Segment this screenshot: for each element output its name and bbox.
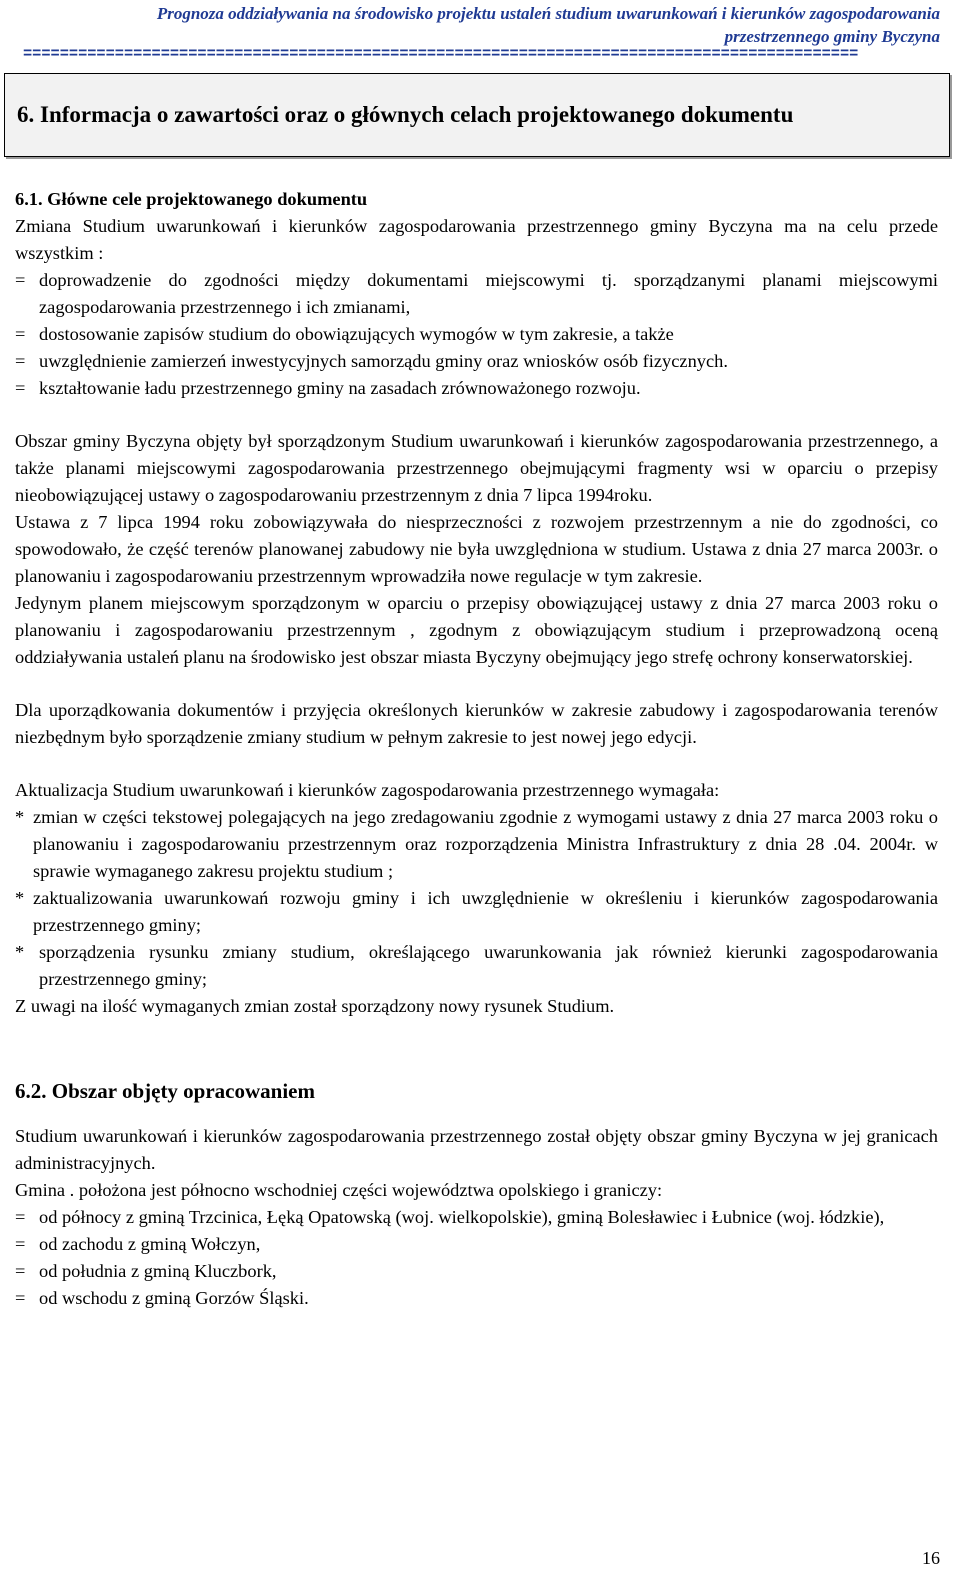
running-header-line2: przestrzennego gminy Byczyna <box>724 27 940 46</box>
header-rule: =========================================================================================== <box>23 45 859 63</box>
paragraph: Ustawa z 7 lipca 1994 roku zobowiązywała do niesprzeczności z rozwojem przestrzennym a nie do zgodności, co spowodowało, że część terenów planowanej zabudowy nie była uwzględniona w studium. Ustawa z dnia 27 marca 2003r. o planowaniu i zagospodarowaniu przestrzennym wprowadziła nowe regulacje w tym zakresie. <box>15 512 938 586</box>
paragraph: Aktualizacja Studium uwarunkowań i kierunków zagospodarowania przestrzennego wymagała: <box>15 780 720 800</box>
section1-intro: Zmiana Studium uwarunkowań i kierunków zagospodarowania przestrzennego gminy Byczyna ma na celu przede wszystkim : <box>15 216 938 263</box>
running-header-line1: Prognoza oddziaływania na środowisko projektu ustaleń studium uwarunkowań i kierunków zagospodarowania <box>156 4 940 23</box>
requirement-item: * sporządzenia rysunku zmiany studium, określającego uwarunkowania jak również kierunki zagospodarowania przestrzennego gminy; <box>15 942 938 989</box>
paragraph: Obszar gminy Byczyna objęty był sporządzonym Studium uwarunkowań i kierunków zagospodarowania przestrzennego, a także planami miejscowymi zagospodarowania przestrzennego obejmującymi fragmenty wsi w oparciu o przepisy nieobowiązującej ustawy o zagospodarowaniu przestrzennym z dnia 7 lipca 1994roku. <box>15 431 938 505</box>
paragraph: Gmina . położona jest północno wschodniej części województwa opolskiego i graniczy: <box>15 1180 663 1200</box>
paragraph: Studium uwarunkowań i kierunków zagospodarowania przestrzennego został objęty obszar gminy Byczyna w jej granicach administracyjnych. <box>15 1126 938 1173</box>
border-item: = od południa z gminą Kluczbork, <box>15 1261 277 1281</box>
section-heading-6-2: 6.2. Obszar objęty opracowaniem <box>15 1079 315 1103</box>
requirement-item: * zaktualizowania uwarunkowań rozwoju gminy i ich uwzględnienie w określeniu i kierunków zagospodarowania przestrzennego gminy; <box>15 888 938 935</box>
goal-item: = dostosowanie zapisów studium do obowiązujących wymogów w tym zakresie, a także <box>15 324 674 344</box>
border-item: = od wschodu z gminą Gorzów Śląski. <box>15 1288 309 1308</box>
goal-item: = kształtowanie ładu przestrzennego gminy na zasadach zrównoważonego rozwoju. <box>15 378 641 398</box>
chapter-title: 6. Informacja o zawartości oraz o głównych celach projektowanego dokumentu <box>17 102 794 127</box>
paragraph: Z uwagi na ilość wymaganych zmian został sporządzony nowy rysunek Studium. <box>15 996 615 1016</box>
section-heading-6-1: 6.1. Główne cele projektowanego dokumentu <box>15 189 368 209</box>
requirement-item: * zmian w części tekstowej polegających na jego zredagowaniu zgodnie z wymogami ustawy z dnia 27 marca 2003 roku o planowaniu i zagospodarowaniu przestrzennym oraz rozporządzenia Ministra Infrastruktury z dnia 28 .04. 2004r. w sprawie wymaganego zakresu projektu studium ; <box>15 807 938 881</box>
goal-item: = doprowadzenie do zgodności między dokumentami miejscowymi tj. sporządzanymi planami miejscowymi zagospodarowania przestrzennego i ich zmianami, <box>15 270 938 317</box>
paragraph: Dla uporządkowania dokumentów i przyjęcia określonych kierunków w zakresie zabudowy i zagospodarowania terenów niezbędnym było sporządzenie zmiany studium w pełnym zakresie to jest nowej jego edycji. <box>15 700 938 747</box>
border-item: = od zachodu z gminą Wołczyn, <box>15 1234 261 1254</box>
page-number: 16 <box>922 1548 940 1568</box>
border-item: = od północy z gminą Trzcinica, Łęką Opatowską (woj. wielkopolskie), gminą Bolesławiec i Łubnice (woj. łódzkie), <box>15 1207 885 1227</box>
goal-item: = uwzględnienie zamierzeń inwestycyjnych samorządu gminy oraz wniosków osób fizycznych. <box>15 351 728 371</box>
document-body <box>15 186 938 1312</box>
chapter-title-box <box>4 73 950 157</box>
paragraph: Jedynym planem miejscowym sporządzonym w oparciu o przepisy obowiązującej ustawy z dnia 27 marca 2003 roku o planowaniu i zagospodarowaniu przestrzennym , zgodnym z obowiązującym studium i przeprowadzoną oceną oddziaływania ustaleń planu na środowisko jest obszar miasta Byczyny obejmujący jego strefę ochrony konserwatorskiej. <box>15 593 938 667</box>
